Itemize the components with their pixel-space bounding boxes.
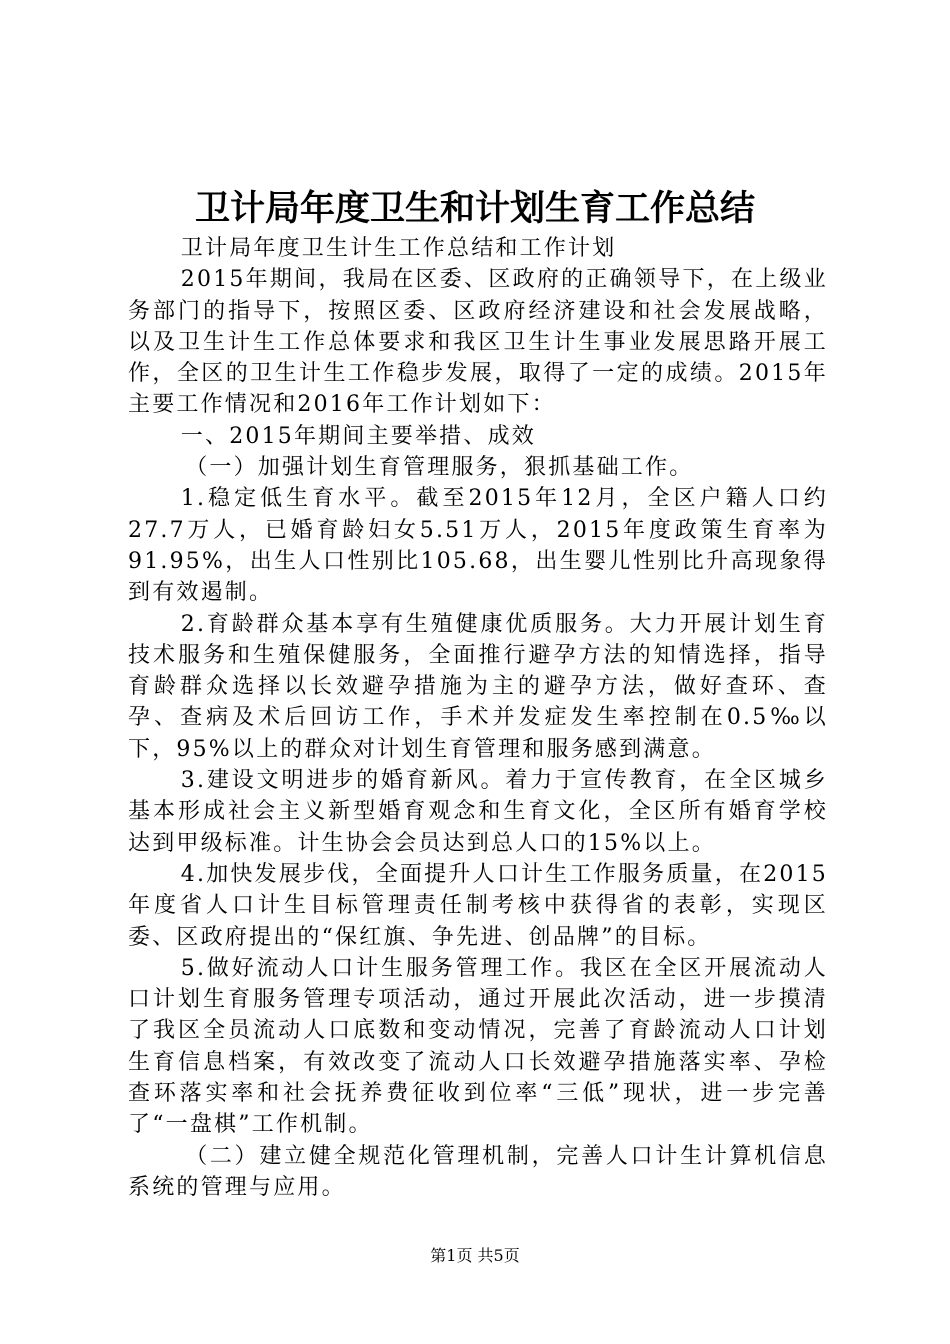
paragraph-item-1: 1.稳定低生育水平。截至2015年12月，全区户籍人口约27.7万人，已婚育龄妇女5.51万人，2015年度政策生育率为91.95%，出生人口性别比105.68，出生婴儿性别比升高现象得到有效遏制。	[128, 486, 828, 606]
paragraph-item-2: 2.育龄群众基本享有生殖健康优质服务。大力开展计划生育技术服务和生殖保健服务，全面推行避孕方法的知情选择，指导育龄群众选择以长效避孕措施为主的避孕方法，做好查环、查孕、查病及术后回访工作，手术并发症发生率控制在0.5‰以下，95%以上的群众对计划生育管理和服务感到满意。	[128, 611, 828, 762]
paragraph-intro: 2015年期间，我局在区委、区政府的正确领导下，在上级业务部门的指导下，按照区委、区政府经济建设和社会发展战略，以及卫生计生工作总体要求和我区卫生计生事业发展思路开展工作，全区的卫生计生工作稳步发展，取得了一定的成绩。2015年主要工作情况和2016年工作计划如下：	[128, 267, 828, 418]
paragraph-item-3: 3.建设文明进步的婚育新风。着力于宣传教育，在全区城乡基本形成社会主义新型婚育观念和生育文化，全区所有婚育学校达到甲级标准。计生协会会员达到总人口的15%以上。	[128, 768, 828, 856]
paragraph-subtitle: 卫计局年度卫生计生工作总结和工作计划	[180, 236, 617, 261]
document-title: 卫计局年度卫生和计划生育工作总结	[194, 188, 755, 229]
paragraph-item-4: 4.加快发展步伐，全面提升人口计生工作服务质量，在2015年度省人口计生目标管理责任制考核中获得省的表彰，实现区委、区政府提出的“保红旗、争先进、创品牌”的目标。	[128, 861, 828, 950]
paragraph-item-5: 5.做好流动人口计生服务管理工作。我区在全区开展流动人口计划生育服务管理专项活动，通过开展此次活动，进一步摸清了我区全员流动人口底数和变动情况，完善了育龄流动人口计划生育信息档案，有效改变了流动人口长效避孕措施落实率、孕检查环落实率和社会抚养费征收到位率“三低”现状，进一步完善了“一盘棋”工作机制。	[128, 955, 828, 1138]
subsection-heading-2: （二）建立健全规范化管理机制，完善人口计生计算机信息系统的管理与应用。	[128, 1143, 828, 1200]
section-heading-1: 一、2015年期间主要举措、成效	[180, 423, 536, 449]
subsection-heading-1: （一）加强计划生育管理服务，狠抓基础工作。	[185, 455, 694, 481]
page-footer: 第1页 共5页	[430, 1246, 520, 1265]
document-body	[128, 233, 828, 1203]
